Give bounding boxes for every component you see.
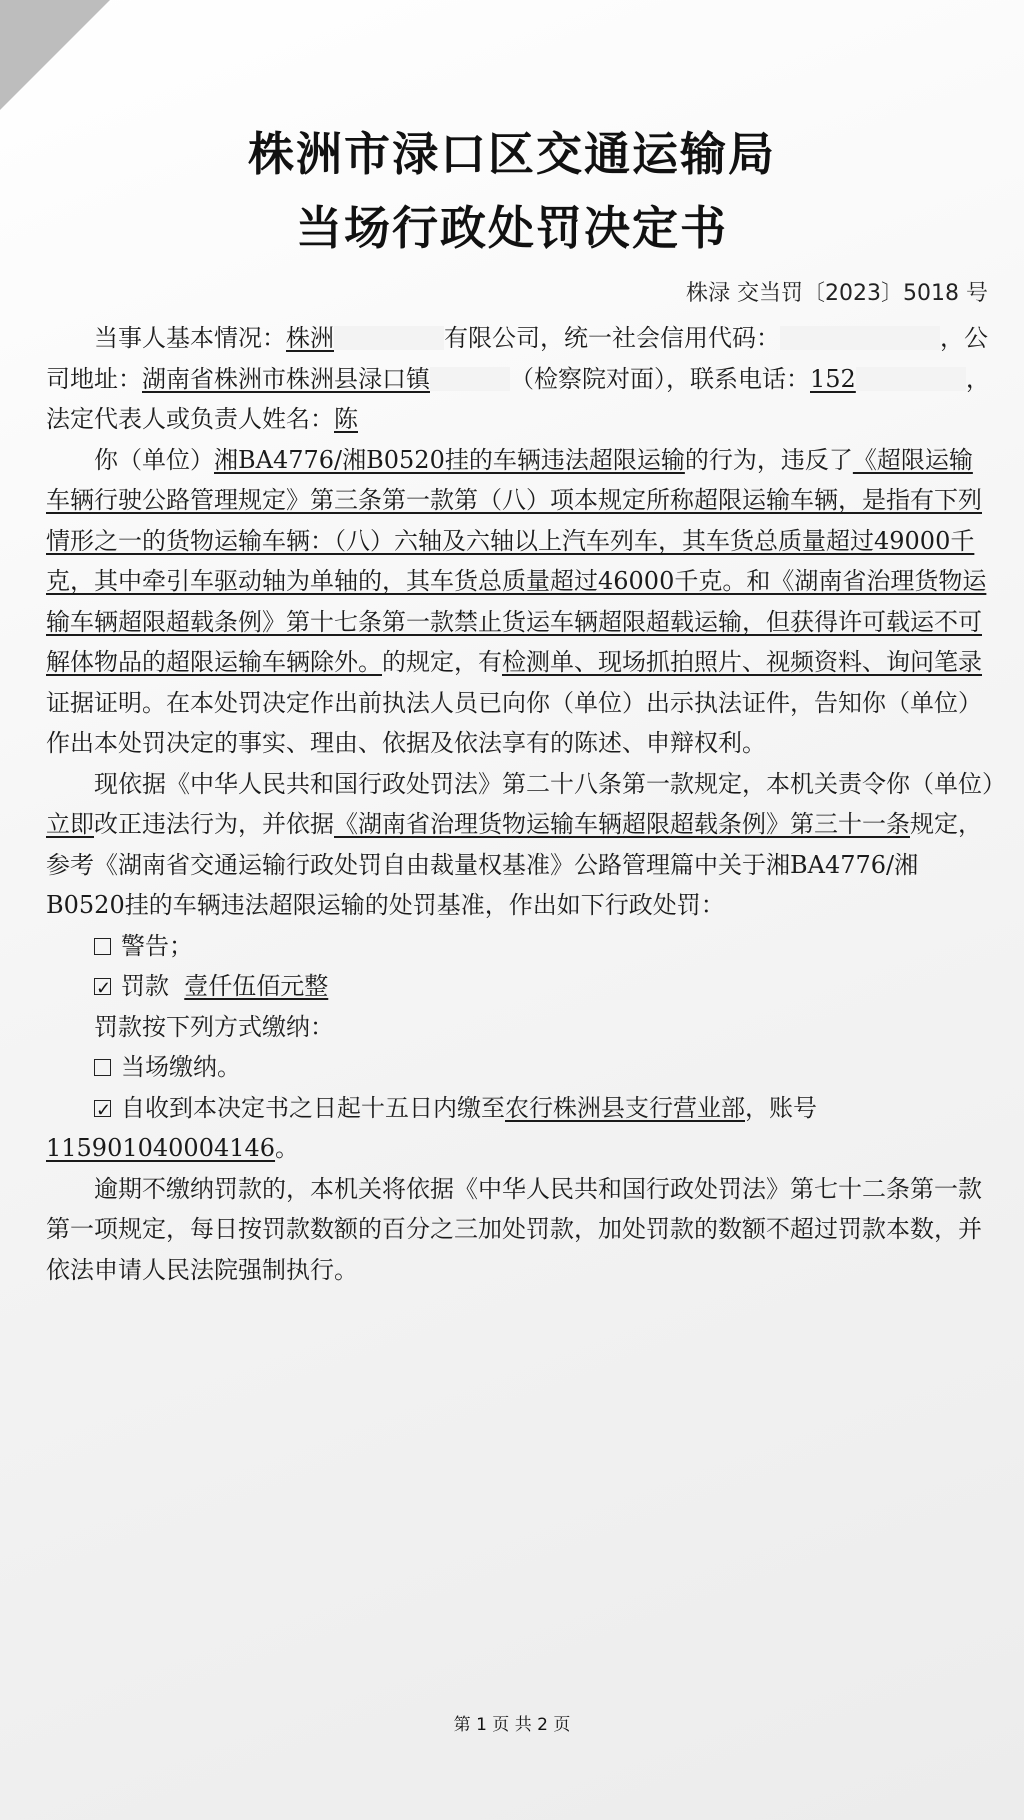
decision-paragraph: 现依据《中华人民共和国行政处罚法》第二十八条第一款规定，本机关责令你（单位）立即改正违法行为，并依据《湖南省治理货物运输车辆超限超载条例》第三十一条规定，参考《湖南省交通运输行政处罚自由裁量权基准》公路管理篇中关于湘BA4776/湘B0520挂的车辆违法超限运输的处罚基准，作出如下行政处罚：	[46, 769, 1006, 919]
party-phone: 152	[810, 364, 856, 393]
overdue-paragraph: 逾期不缴纳罚款的，本机关将依据《中华人民共和国行政处罚法》第七十二条第一款第一项规定，每日按罚款数额的百分之三加处罚款，加处罚款的数额不超过罚款本数，并依法申请人民法院强制执行。	[46, 1174, 982, 1284]
page-footer: 第 1 页 共 2 页	[453, 1715, 571, 1735]
violation-paragraph: 你（单位）湘BA4776/湘B0520挂的车辆违法超限运输的行为，违反了《超限运输车辆行驶公路管理规定》第三条第一款第（八）项本规定所称超限运输车辆，是指有下列情形之一的货物运输车辆：（八）六轴及六轴以上汽车列车，其车货总质量超过49000千克，其中牵引车驱动轴为单轴的，其车货总质量超过46000千克。和《湖南省治理货物运输车辆超限超载条例》第十七条第一款禁止货运车辆超限超载运输，但获得许可载运不可解体物品的超限运输车辆除外。的规定，有检测单、现场抓拍照片、视频资料、询问笔录证据证明。在本处罚决定作出前执法人员已向你（单位）出示执法证件，告知你（单位）作出本处罚决定的事实、理由、依据及依法享有的陈述、申辩权利。	[46, 445, 987, 757]
option-bank: ✓自收到本决定书之日起十五日内缴至农行株洲县支行营业部，账号	[46, 1088, 996, 1129]
redacted-block	[430, 367, 510, 391]
party-representative: 陈	[334, 405, 358, 433]
redacted-block	[856, 367, 966, 391]
party-info: 当事人基本情况：株洲 有限公司，统一社会信用代码： ，公司地址：湖南省株洲市株洲县渌口镇 （检察院对面），联系电话：152 ，法定代表人或负责人姓名：陈	[46, 324, 990, 433]
document-number: 株渌 交当罚〔2023〕5018 号	[686, 281, 988, 306]
evidence-list: 检测单、现场抓拍照片、视频资料、询问笔录	[502, 648, 982, 676]
redacted-block	[780, 326, 940, 350]
violation-act: 湘BA4776/湘B0520挂的车辆违法超限运输	[214, 445, 685, 474]
checkbox-checked	[94, 978, 111, 995]
redacted-block	[334, 326, 444, 350]
violated-provision: 《超限运输车辆行驶公路管理规定》第三条第一款第（八）项本规定所称超限运输车辆，是指有下列情形之一的货物运输车辆：（八）六轴及六轴以上汽车列车，其车货总质量超过49000千克，其中牵引车驱动轴为单轴的，其车货总质量超过46000千克。和《湖南省治理货物运输车辆超限超载条例》第十七条第一款禁止货运车辆超限超载运输，但获得许可载运不可解体物品的超限运输车辆除外。	[46, 445, 987, 676]
document-body	[46, 318, 1006, 1290]
page-corner-fold	[0, 0, 110, 110]
party-name: 株洲	[286, 324, 334, 352]
correction-deadline: 立即	[46, 810, 94, 838]
checkbox-unchecked	[94, 1059, 111, 1076]
document-title: 当场行政处罚决定书	[296, 201, 728, 255]
option-warning: 警告；	[46, 926, 996, 967]
checkbox-checked	[94, 1100, 111, 1117]
party-address: 湖南省株洲市株洲县渌口镇	[142, 364, 430, 393]
account-number: 115901040004146	[46, 1134, 276, 1162]
account-line: 115901040004146。	[46, 1134, 300, 1162]
option-fine: ✓罚款 壹仟伍佰元整	[46, 966, 996, 1007]
agency-title: 株洲市渌口区交通运输局	[248, 127, 776, 181]
checkbox-unchecked	[94, 938, 111, 955]
penalty-basis: 《湖南省治理货物运输车辆超限超载条例》第三十一条	[334, 810, 910, 838]
option-on-site: 当场缴纳。	[46, 1047, 996, 1088]
fine-amount: 壹仟伍佰元整	[184, 972, 329, 1000]
payment-intro: 罚款按下列方式缴纳：	[94, 1012, 334, 1041]
bank-name: 农行株洲县支行营业部	[505, 1093, 745, 1122]
